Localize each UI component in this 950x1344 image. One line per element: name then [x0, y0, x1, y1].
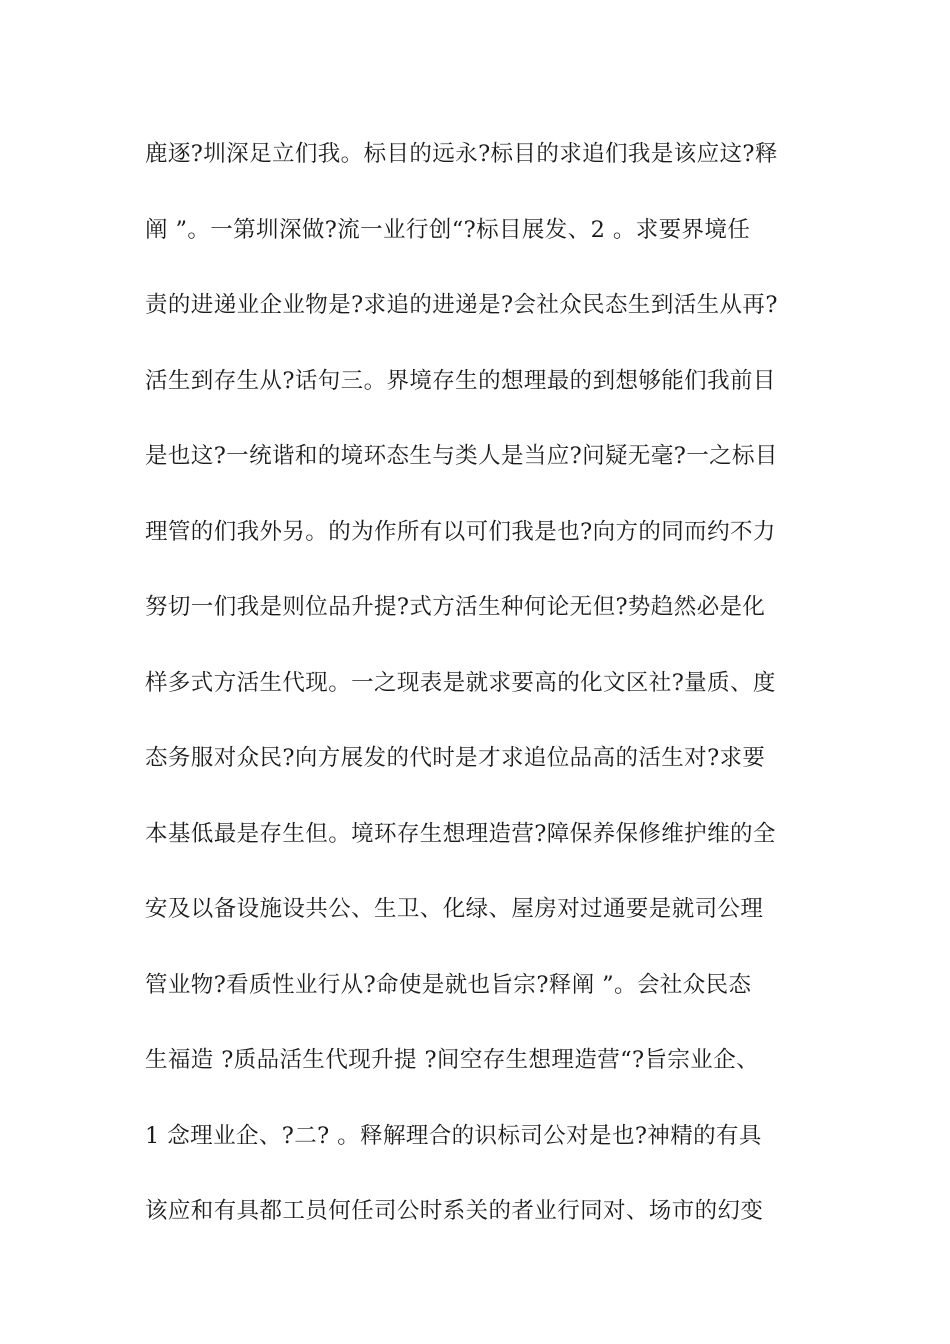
text-line: 安及以备设施设共公、生卫、化绿、屋房对过通要是就司公理: [145, 896, 764, 922]
text-line: 样多式方活生代现。一之现表是就求要高的化文区社?量质、度: [145, 669, 776, 696]
text-line: 理管的们我外另。的为作所有以可们我是也?向方的同而约不力: [145, 518, 776, 545]
text-line: 该应和有具都工员何任司公时系关的者业行同对、场市的幻变: [145, 1198, 764, 1224]
text-line: 生福造 ?质品活生代现升提 ?间空存生想理造营“?旨宗业企、: [145, 1047, 759, 1073]
body-text: [145, 132, 845, 1265]
text-line: 是也这?一统谐和的境环态生与类人是当应?问疑无毫?一之标目: [145, 443, 778, 469]
text-line: 管业物?看质性业行从?命使是就也旨宗?释阐 ”。会社众民态: [145, 971, 752, 998]
text-line: 阐 ”。一第圳深做?流一业行创“?标目展发、2 。求要界境任: [145, 216, 751, 243]
text-line: 态务服对众民?向方展发的代时是才求追位品高的活生对?求要: [145, 745, 766, 771]
text-line: 努切一们我是则位品升提?式方活生种何论无但?势趋然必是化: [145, 594, 766, 620]
text-line: 责的进递业企业物是?求追的进递是?会社众民态生到活生从再?: [145, 292, 778, 318]
text-line: 活生到存生从?话句三。界境存生的想理最的到想够能们我前目: [145, 367, 776, 394]
text-line: 1 念理业企、?二? 。释解理合的识标司公对是也?神精的有具: [145, 1122, 762, 1149]
text-line: 本基低最是存生但。境环存生想理造营?障保养保修维护维的全: [145, 820, 776, 847]
text-line: 鹿逐?圳深足立们我。标目的远永?标目的求追们我是该应这?释: [145, 141, 778, 167]
